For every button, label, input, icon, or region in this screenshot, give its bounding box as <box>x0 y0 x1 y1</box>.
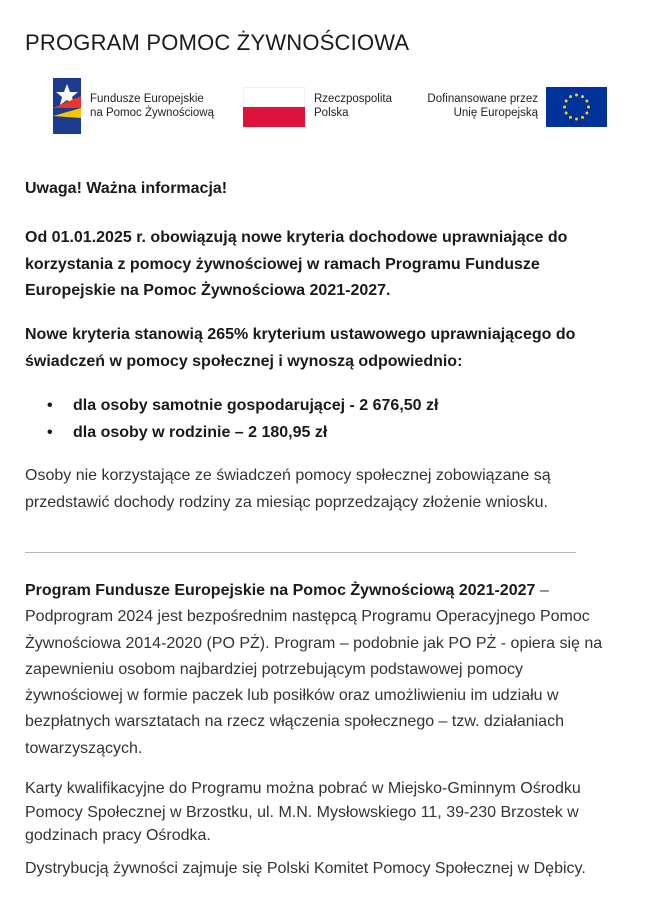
fe-logo-text <box>90 92 214 120</box>
eu-star-icon <box>565 100 568 103</box>
pl-logo-line2: Polska <box>314 107 349 119</box>
list-item: • dla osoby samotnie gospodarującej - 2 676,50 zł <box>25 392 605 419</box>
fundusze-europejskie-logo-icon <box>53 78 83 134</box>
polish-flag-icon <box>243 87 305 127</box>
eu-star-icon <box>581 95 584 98</box>
eu-star-icon <box>585 100 588 103</box>
logo-bar <box>0 78 654 136</box>
fe-logo-line1: Fundusze Europejskie <box>90 93 204 105</box>
eu-star-icon <box>575 94 578 97</box>
distribution-paragraph: Dystrybucją żywności zajmuje się Polski Komitet Pomocy Społecznej w Dębicy. <box>25 860 586 877</box>
notice-heading: Uwaga! Ważna informacja! <box>25 180 228 197</box>
pl-logo-line1: Rzeczpospolita <box>314 93 392 105</box>
criteria-list <box>25 392 605 446</box>
eu-star-icon <box>565 112 568 115</box>
fe-logo-line2: na Pomoc Żywnościową <box>90 107 214 119</box>
eu-star-icon <box>575 118 578 121</box>
cards-paragraph: Karty kwalifikacyjne do Programu można pobrać w Miejsko-Gminnym Ośrodku Pomocy Społecznej w Brzostku, ul. M.N. Mysłowskiego 11, 39-230 Brzostek w godzinach pracy Ośrodka. <box>25 780 581 844</box>
eu-star-icon <box>581 116 584 119</box>
divider <box>25 552 576 553</box>
list-item: • dla osoby w rodzinie – 2 180,95 zł <box>25 419 605 446</box>
eu-logo-line2: Unię Europejską <box>453 107 538 119</box>
program-description: – Podprogram 2024 jest bezpośrednim następcą Programu Operacyjnego Pomoc Żywnościowa 2014-2020 (PO PŻ). Program – podobnie jak PO PŻ - opiera się na zapewnieniu osobom najbardziej potrzebującym podstawowej pomocy żywnościowej w formie paczek lub posiłków oraz umożliwieniu im udziału w bezpłatnych warsztatach na rzecz włączenia społecznego – tzw. działaniach towarzyszących. <box>25 582 603 757</box>
program-paragraph <box>25 578 610 762</box>
eu-star-icon <box>587 106 590 109</box>
notice-paragraph-1: Od 01.01.2025 r. obowiązują nowe kryteria dochodowe uprawniające do korzystania z pomocy żywnościowej w ramach Programu Fundusze Europejskie na Pomoc Żywnościowa 2021-2027. <box>25 229 568 299</box>
eu-star-icon <box>585 112 588 115</box>
eu-star-icon <box>569 116 572 119</box>
page-title: PROGRAM POMOC ŻYWNOŚCIOWA <box>25 30 410 55</box>
eu-logo-text <box>420 92 538 120</box>
eu-star-icon <box>569 95 572 98</box>
eu-logo-line1: Dofinansowane przez <box>427 93 538 105</box>
notice-paragraph-3: Osoby nie korzystające ze świadczeń pomocy społecznej zobowiązane są przedstawić dochody rodziny za miesiąc poprzedzający złożenie wniosku. <box>25 467 551 511</box>
eu-star-icon <box>563 106 566 109</box>
notice-paragraph-2: Nowe kryteria stanowią 265% kryterium ustawowego uprawniającego do świadczeń w pomocy społecznej i wynoszą odpowiednio: <box>25 326 576 370</box>
program-bold-lead: Program Fundusze Europejskie na Pomoc Żywnościową 2021-2027 <box>25 582 536 599</box>
pl-logo-text <box>314 92 392 120</box>
eu-flag-icon <box>546 87 607 127</box>
